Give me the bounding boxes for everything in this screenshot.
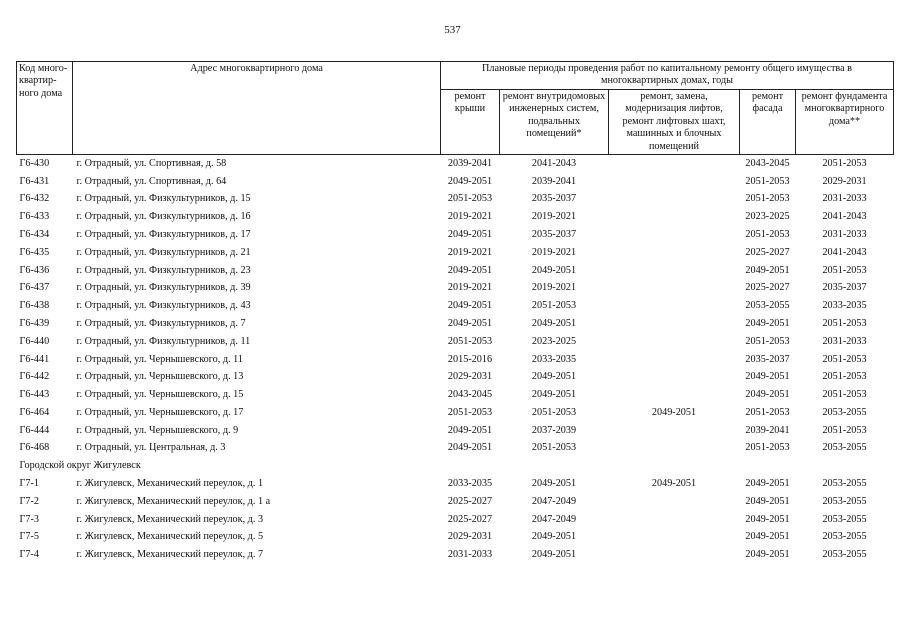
table-row <box>17 191 894 209</box>
row-code: Г6-464 <box>19 406 50 418</box>
row-foundation-period: 2053-2055 <box>822 442 867 454</box>
row-code: Г7-1 <box>19 478 39 490</box>
row-facade-period: 2051-2053 <box>745 442 790 454</box>
row-engineering-period: 2049-2051 <box>531 531 577 543</box>
table-row <box>17 297 894 315</box>
row-code: Г7-3 <box>19 513 39 525</box>
row-lifts-period <box>609 547 740 565</box>
row-address: г. Жигулевск, Механический переулок, д. 1 <box>76 478 264 490</box>
row-facade-period: 2043-2045 <box>745 157 790 169</box>
row-lifts-period: 2049-2051 <box>651 406 697 418</box>
table-row <box>17 173 894 191</box>
row-roof-period: 2029-2031 <box>447 531 493 543</box>
row-roof-period: 2051-2053 <box>447 193 493 205</box>
table-row <box>17 475 894 493</box>
row-lifts-period <box>609 422 740 440</box>
row-roof-period: 2049-2051 <box>447 424 493 436</box>
row-lifts-period <box>609 351 740 369</box>
row-roof-period: 2025-2027 <box>447 513 493 525</box>
row-code: Г6-443 <box>19 389 50 401</box>
row-foundation-period: 2041-2043 <box>822 246 867 258</box>
row-roof-period: 2043-2045 <box>447 389 493 401</box>
row-facade-period: 2049-2051 <box>745 478 790 490</box>
row-facade-period: 2053-2055 <box>745 300 790 312</box>
row-engineering-period: 2049-2051 <box>531 549 577 561</box>
row-facade-period: 2049-2051 <box>745 371 790 383</box>
row-code: Г6-436 <box>19 264 50 276</box>
row-engineering-period: 2019-2021 <box>531 246 577 258</box>
row-roof-period: 2039-2041 <box>447 157 493 169</box>
header-periods: Плановые периоды проведения работ по капитальному ремонту общего имущества в многоквартирных домах, годы <box>441 62 894 90</box>
row-lifts-period <box>609 155 740 173</box>
row-facade-period: 2049-2051 <box>745 513 790 525</box>
row-address: г. Отрадный, ул. Физкультурников, д. 15 <box>76 193 251 205</box>
row-foundation-period: 2031-2033 <box>822 193 867 205</box>
row-engineering-period: 2051-2053 <box>531 442 577 454</box>
row-engineering-period: 2039-2041 <box>531 175 577 187</box>
row-code: Г6-444 <box>19 424 50 436</box>
row-address: г. Отрадный, ул. Физкультурников, д. 21 <box>76 246 251 258</box>
row-facade-period: 2051-2053 <box>745 406 790 418</box>
row-engineering-period: 2035-2037 <box>531 228 577 240</box>
row-foundation-period: 2041-2043 <box>822 211 867 223</box>
header-address: Адрес многоквартирного дома <box>73 62 441 155</box>
row-address: г. Отрадный, ул. Физкультурников, д. 23 <box>76 264 251 276</box>
row-lifts-period <box>609 369 740 387</box>
row-address: г. Жигулевск, Механический переулок, д. 3 <box>76 513 264 525</box>
header-engineering: ремонт внутридомовых инженерных систем, подвальных помещений* <box>500 89 609 154</box>
row-foundation-period: 2031-2033 <box>822 335 867 347</box>
row-engineering-period: 2035-2037 <box>531 193 577 205</box>
row-roof-period: 2015-2016 <box>447 353 493 365</box>
row-foundation-period: 2053-2055 <box>822 478 867 490</box>
row-address: г. Отрадный, ул. Чернышевского, д. 9 <box>76 424 239 436</box>
row-foundation-period: 2029-2031 <box>822 175 867 187</box>
row-code: Г6-441 <box>19 353 50 365</box>
row-address: г. Отрадный, ул. Физкультурников, д. 11 <box>76 335 251 347</box>
row-roof-period: 2049-2051 <box>447 300 493 312</box>
row-facade-period: 2035-2037 <box>745 353 790 365</box>
row-code: Г6-433 <box>19 211 50 223</box>
row-roof-period: 2025-2027 <box>447 495 493 507</box>
row-facade-period: 2049-2051 <box>745 531 790 543</box>
row-engineering-period: 2041-2043 <box>531 157 577 169</box>
row-engineering-period: 2037-2039 <box>531 424 577 436</box>
table-row <box>17 226 894 244</box>
row-address: г. Жигулевск, Механический переулок, д. 5 <box>76 531 264 543</box>
row-address: г. Отрадный, ул. Физкультурников, д. 16 <box>76 211 251 223</box>
table-row <box>17 262 894 280</box>
region-heading: Городской округ Жигулевск <box>19 460 141 472</box>
row-code: Г6-438 <box>19 300 50 312</box>
table-row <box>17 315 894 333</box>
row-facade-period: 2049-2051 <box>745 317 790 329</box>
header-code: Код много-квартир-ного дома <box>17 62 73 155</box>
header-foundation: ремонт фундамента многоквартирного дома** <box>796 89 894 154</box>
row-lifts-period <box>609 333 740 351</box>
row-address: г. Отрадный, ул. Чернышевского, д. 17 <box>76 406 244 418</box>
table-row <box>17 529 894 547</box>
row-foundation-period: 2035-2037 <box>822 282 867 294</box>
row-lifts-period <box>609 262 740 280</box>
row-roof-period: 2049-2051 <box>447 442 493 454</box>
table-body <box>17 155 894 565</box>
header-lifts: ремонт, замена, модернизация лифтов, ремонт лифтовых шахт, машинных и блочных помещений <box>609 89 740 154</box>
row-facade-period: 2049-2051 <box>745 495 790 507</box>
row-engineering-period: 2023-2025 <box>531 335 577 347</box>
row-facade-period: 2051-2053 <box>745 228 790 240</box>
row-foundation-period: 2053-2055 <box>822 549 867 561</box>
row-engineering-period: 2019-2021 <box>531 282 577 294</box>
row-facade-period: 2049-2051 <box>745 264 790 276</box>
row-lifts-period <box>609 386 740 404</box>
row-lifts-period <box>609 493 740 511</box>
header-roof: ремонт крыши <box>441 89 500 154</box>
table-row <box>17 351 894 369</box>
row-lifts-period <box>609 315 740 333</box>
row-facade-period: 2049-2051 <box>745 389 790 401</box>
row-lifts-period <box>609 280 740 298</box>
row-foundation-period: 2051-2053 <box>822 157 867 169</box>
row-address: г. Отрадный, ул. Физкультурников, д. 7 <box>76 317 246 329</box>
row-engineering-period: 2047-2049 <box>531 495 577 507</box>
row-foundation-period: 2051-2053 <box>822 317 867 329</box>
row-lifts-period <box>609 511 740 529</box>
row-roof-period: 2049-2051 <box>447 175 493 187</box>
row-lifts-period <box>609 440 740 458</box>
row-engineering-period: 2047-2049 <box>531 513 577 525</box>
row-facade-period: 2039-2041 <box>745 424 790 436</box>
row-code: Г7-2 <box>19 495 39 507</box>
table-header <box>17 62 894 155</box>
row-address: г. Отрадный, ул. Физкультурников, д. 39 <box>76 282 251 294</box>
row-foundation-period: 2031-2033 <box>822 228 867 240</box>
row-roof-period: 2051-2053 <box>447 335 493 347</box>
row-code: Г6-442 <box>19 371 50 383</box>
row-code: Г6-431 <box>19 175 50 187</box>
row-foundation-period: 2053-2055 <box>822 406 867 418</box>
row-address: г. Отрадный, ул. Чернышевского, д. 15 <box>76 389 244 401</box>
row-foundation-period: 2051-2053 <box>822 424 867 436</box>
row-foundation-period: 2051-2053 <box>822 353 867 365</box>
row-lifts-period <box>609 191 740 209</box>
row-foundation-period: 2033-2035 <box>822 300 867 312</box>
row-facade-period: 2023-2025 <box>745 211 790 223</box>
row-address: г. Отрадный, ул. Спортивная, д. 58 <box>76 157 227 169</box>
row-address: г. Жигулевск, Механический переулок, д. 1 а <box>76 495 271 507</box>
row-facade-period: 2049-2051 <box>745 549 790 561</box>
row-facade-period: 2025-2027 <box>745 282 790 294</box>
table-row <box>17 511 894 529</box>
row-roof-period: 2033-2035 <box>447 478 493 490</box>
row-engineering-period: 2049-2051 <box>531 478 577 490</box>
table-row <box>17 440 894 458</box>
table-row <box>17 333 894 351</box>
row-engineering-period: 2033-2035 <box>531 353 577 365</box>
row-lifts-period <box>609 297 740 315</box>
row-code: Г6-430 <box>19 157 50 169</box>
row-code: Г6-432 <box>19 193 50 205</box>
row-foundation-period: 2051-2053 <box>822 389 867 401</box>
table-row <box>17 208 894 226</box>
row-lifts-period <box>609 208 740 226</box>
row-roof-period: 2049-2051 <box>447 264 493 276</box>
row-address: г. Отрадный, ул. Чернышевского, д. 11 <box>76 353 243 365</box>
row-code: Г6-439 <box>19 317 50 329</box>
table-row <box>17 493 894 511</box>
row-engineering-period: 2051-2053 <box>531 300 577 312</box>
table-row <box>17 547 894 565</box>
repair-schedule-table <box>16 61 894 564</box>
table-row <box>17 155 894 173</box>
row-code: Г7-4 <box>19 549 39 561</box>
page-number: 537 <box>444 24 461 36</box>
row-engineering-period: 2049-2051 <box>531 389 577 401</box>
row-engineering-period: 2051-2053 <box>531 406 577 418</box>
row-roof-period: 2019-2021 <box>447 211 493 223</box>
row-code: Г6-435 <box>19 246 50 258</box>
row-code: Г6-468 <box>19 442 50 454</box>
row-foundation-period: 2053-2055 <box>822 513 867 525</box>
row-foundation-period: 2051-2053 <box>822 371 867 383</box>
row-roof-period: 2029-2031 <box>447 371 493 383</box>
row-roof-period: 2049-2051 <box>447 228 493 240</box>
row-address: г. Отрадный, ул. Физкультурников, д. 43 <box>76 300 251 312</box>
row-facade-period: 2051-2053 <box>745 175 790 187</box>
table-row <box>17 386 894 404</box>
table-row <box>17 244 894 262</box>
row-code: Г6-437 <box>19 282 50 294</box>
row-roof-period: 2019-2021 <box>447 246 493 258</box>
table-row <box>17 422 894 440</box>
row-foundation-period: 2053-2055 <box>822 531 867 543</box>
row-facade-period: 2051-2053 <box>745 193 790 205</box>
table-row <box>17 404 894 422</box>
row-code: Г6-440 <box>19 335 50 347</box>
row-lifts-period: 2049-2051 <box>651 478 697 490</box>
row-address: г. Отрадный, ул. Центральная, д. 3 <box>76 442 226 454</box>
region-heading-row <box>17 458 894 476</box>
row-foundation-period: 2051-2053 <box>822 264 867 276</box>
table-row <box>17 280 894 298</box>
row-facade-period: 2025-2027 <box>745 246 790 258</box>
row-lifts-period <box>609 226 740 244</box>
row-address: г. Отрадный, ул. Чернышевского, д. 13 <box>76 371 244 383</box>
row-roof-period: 2049-2051 <box>447 317 493 329</box>
row-roof-period: 2031-2033 <box>447 549 493 561</box>
row-code: Г6-434 <box>19 228 50 240</box>
row-code: Г7-5 <box>19 531 39 543</box>
row-roof-period: 2019-2021 <box>447 282 493 294</box>
row-engineering-period: 2049-2051 <box>531 264 577 276</box>
row-engineering-period: 2049-2051 <box>531 317 577 329</box>
row-address: г. Жигулевск, Механический переулок, д. 7 <box>76 549 264 561</box>
row-address: г. Отрадный, ул. Физкультурников, д. 17 <box>76 228 251 240</box>
row-roof-period: 2051-2053 <box>447 406 493 418</box>
row-foundation-period: 2053-2055 <box>822 495 867 507</box>
row-lifts-period <box>609 173 740 191</box>
repair-schedule-table-wrapper <box>16 61 893 564</box>
row-facade-period: 2051-2053 <box>745 335 790 347</box>
table-row <box>17 369 894 387</box>
row-lifts-period <box>609 244 740 262</box>
row-address: г. Отрадный, ул. Спортивная, д. 64 <box>76 175 227 187</box>
row-engineering-period: 2049-2051 <box>531 371 577 383</box>
header-facade: ремонт фасада <box>740 89 796 154</box>
row-engineering-period: 2019-2021 <box>531 211 577 223</box>
row-lifts-period <box>609 529 740 547</box>
